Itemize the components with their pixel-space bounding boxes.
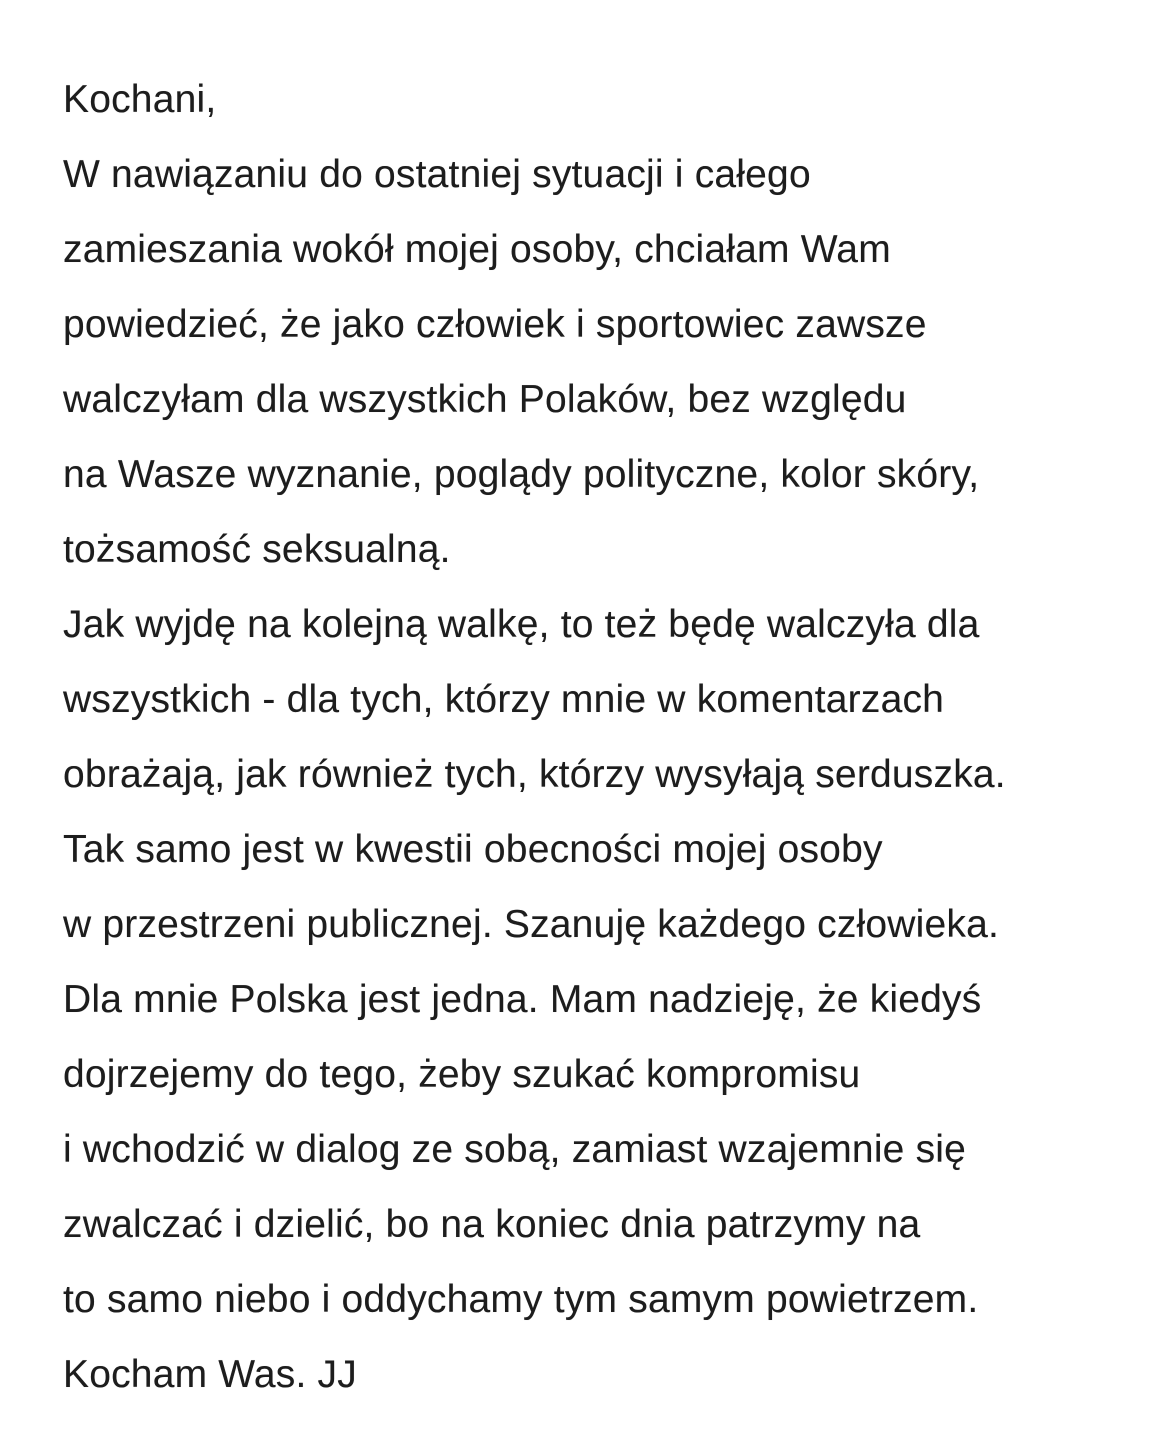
letter-line: obrażają, jak również tych, którzy wysyłają serduszka. (63, 753, 1006, 796)
letter-line: Dla mnie Polska jest jedna. Mam nadzieję, że kiedyś (63, 978, 982, 1021)
letter-line: na Wasze wyznanie, poglądy polityczne, kolor skóry, (63, 453, 980, 496)
letter-line: tożsamość seksualną. (63, 528, 451, 571)
letter-line: W nawiązaniu do ostatniej sytuacji i całego (63, 153, 811, 196)
letter-line: Jak wyjdę na kolejną walkę, to też będę walczyła dla (63, 603, 980, 646)
letter-line: walczyłam dla wszystkich Polaków, bez względu (63, 378, 907, 421)
letter-line: zamieszania wokół mojej osoby, chciałam Wam (63, 228, 891, 271)
letter-line-salutation: Kochani, (63, 78, 217, 121)
letter-line: dojrzejemy do tego, żeby szukać kompromisu (63, 1053, 861, 1096)
letter-line: zwalczać i dzielić, bo na koniec dnia patrzymy na (63, 1203, 921, 1246)
letter-line: powiedzieć, że jako człowiek i sportowiec zawsze (63, 303, 927, 346)
letter-line: Tak samo jest w kwestii obecności mojej osoby (63, 828, 883, 871)
letter-line: i wchodzić w dialog ze sobą, zamiast wzajemnie się (63, 1128, 967, 1171)
letter-line: to samo niebo i oddychamy tym samym powietrzem. (63, 1278, 979, 1321)
letter-line: wszystkich - dla tych, którzy mnie w komentarzach (63, 678, 945, 721)
letter-line-signature: Kocham Was. JJ (63, 1353, 357, 1396)
letter-line: w przestrzeni publicznej. Szanuję każdego człowieka. (63, 903, 1000, 946)
